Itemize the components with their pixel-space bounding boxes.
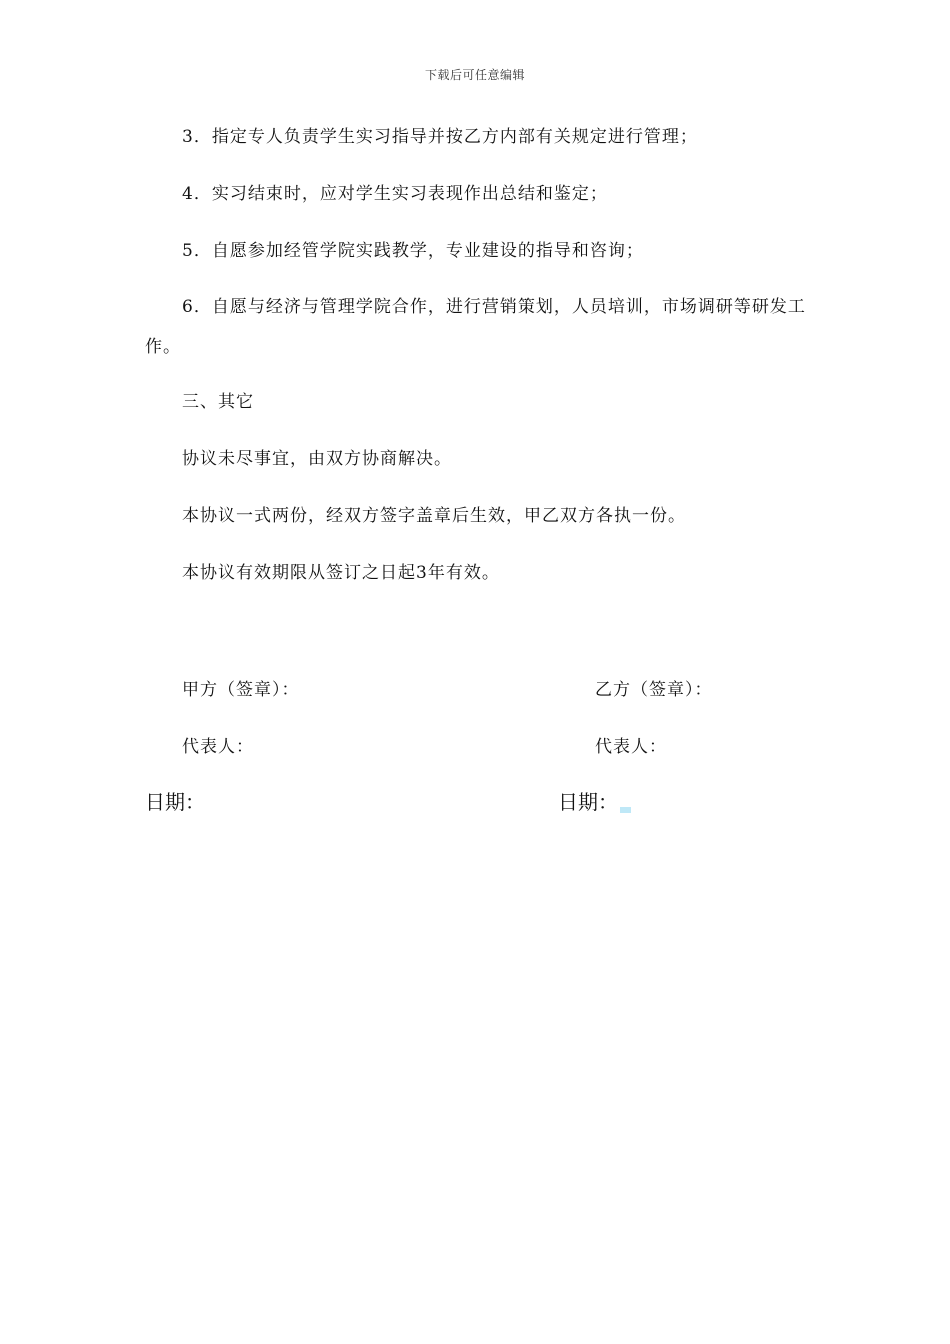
party-b-date-label: 日期： [558,790,618,814]
text-cursor-mark [620,807,631,813]
party-a-signature-label: 甲方（签章）： [182,680,300,700]
party-b-representative-label: 代表人： [595,737,667,757]
clause-validity: 本协议有效期限从签订之日起3年有效。 [182,563,500,583]
party-a-date-label: 日期： [145,790,205,814]
section-title-other: 三、其它 [182,392,254,412]
list-item-3: 3．指定专人负责学生实习指导并按乙方内部有关规定进行管理； [182,127,698,147]
list-item-4: 4．实习结束时，应对学生实习表现作出总结和鉴定； [182,184,608,204]
clause-copies: 本协议一式两份，经双方签字盖章后生效，甲乙双方各执一份。 [182,506,686,526]
party-b-signature-label: 乙方（签章）： [595,680,713,700]
party-a-representative-label: 代表人： [182,737,254,757]
party-b-date-field [558,786,631,815]
list-item-6: 6．自愿与经济与管理学院合作，进行营销策划，人员培训，市场调研等研发工作。 [145,297,806,357]
page-header: 下载后可任意编辑 [424,68,525,82]
list-item-5: 5．自愿参加经管学院实践教学，专业建设的指导和咨询； [182,241,644,261]
clause-unresolved-matters: 协议未尽事宜，由双方协商解决。 [182,449,452,469]
